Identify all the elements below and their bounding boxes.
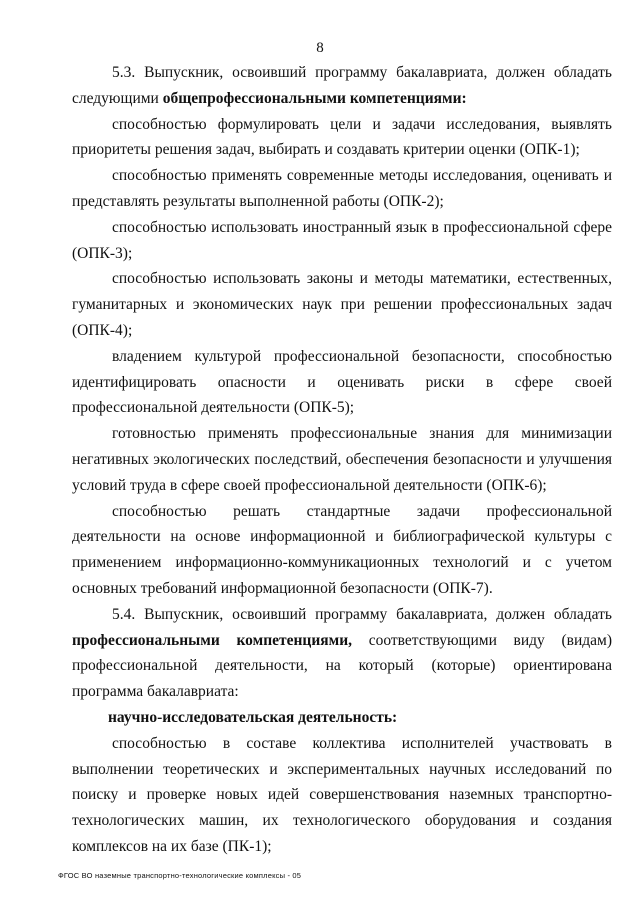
opk-5: владением культурой профессиональной безопасности, способностью идентифицировать опасности и оценивать риски в сфере своей профессиональной деятельности (ОПК-5); <box>72 347 612 417</box>
paragraph-5-4-text: 5.4. Выпускник, освоивший программу бакалавриата, должен обладать <box>112 605 612 623</box>
paragraph-5-3 <box>72 60 612 112</box>
opk-6: готовностью применять профессиональные знания для минимизации негативных экологических последствий, обеспечения безопасности и улучшения условий труда в сфере своей профессиональной деятельности (ОПК-6); <box>72 425 612 494</box>
opk-1: способностью формулировать цели и задачи исследования, выявлять приоритеты решения задач, выбирать и создавать критерии оценки (ОПК-1); <box>72 115 612 159</box>
activity-heading: научно-исследовательская деятельность: <box>108 708 398 726</box>
paragraph-5-4-emphasis: профессиональными компетенциями, <box>72 631 353 649</box>
opk-7: способностью решать стандартные задачи профессиональной деятельности на основе информационной и библиографической культуры с применением информационно-коммуникационных технологий и с учетом основных требований информационной безопасности (ОПК-7). <box>72 502 612 597</box>
page-footer: ФГОС ВО наземные транспортно-технологические комплексы - 05 <box>58 871 302 880</box>
paragraph-5-3-emphasis: общепрофессиональными компетенциями: <box>162 89 467 107</box>
paragraph-5-4 <box>72 602 612 705</box>
opk-3: способностью использовать иностранный язык в профессиональной сфере (ОПК-3); <box>72 218 612 262</box>
page-content <box>72 60 612 860</box>
opk-4: способностью использовать законы и методы математики, естественных, гуманитарных и экономических наук при решении профессиональных задач (ОПК-4); <box>72 270 612 339</box>
paragraph-5-3-text: 5.3. Выпускник, освоивший программу бакалавриата, должен обладать следующими <box>72 64 612 107</box>
page-number: 8 <box>316 40 324 56</box>
paragraph-5-4-rest: соответствующими виду (видам) профессиональной деятельности, на который (которые) ориентирована программа бакалавриата: <box>72 631 612 701</box>
opk-2: способностью применять современные методы исследования, оценивать и представлять результаты выполненной работы (ОПК-2); <box>72 167 612 210</box>
pk-1: способностью в составе коллектива исполнителей участвовать в выполнении теоретических и экспериментальных научных исследований по поиску и проверке новых идей совершенствования наземных транспортно-технологических машин, их технологического оборудования и создания комплексов на их базе (ПК-1); <box>72 734 612 855</box>
